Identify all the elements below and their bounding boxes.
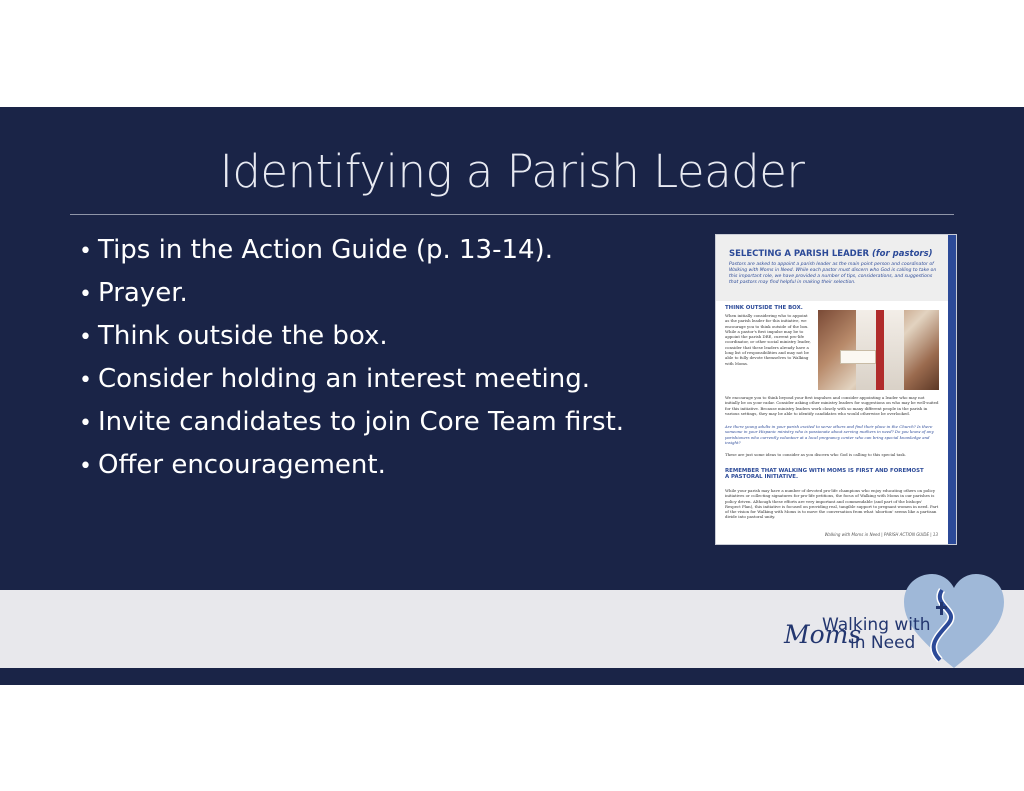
doc-section-heading: THINK OUTSIDE THE BOX. <box>725 305 803 311</box>
doc-title: SELECTING A PARISH LEADER (for pastors) <box>729 249 933 259</box>
photo-stole <box>876 310 884 390</box>
bullet-list <box>79 229 624 487</box>
action-guide-page-thumbnail <box>715 234 957 545</box>
doc-intro: Pastors are asked to appoint a parish leader as the main point person and coordinator of Walking with Moms in Need. While each pastor must discern who God is calling to take on this important role, we have provided a number of tips, considerations, and suggestions that pastors may find helpful in making their selection. <box>729 262 937 285</box>
doc-footer: Walking with Moms in Need | PARISH ACTION GUIDE | 13 <box>824 532 938 537</box>
doc-paragraph: These are just some ideas to consider as you discern who God is calling to this special task. <box>725 452 906 457</box>
bullet-item: • Invite candidates to join Core Team first. <box>79 401 624 444</box>
bullet-icon: • <box>79 454 92 479</box>
doc-tab-label <box>949 253 955 267</box>
doc-paragraph: When initially considering who to appoint as the parish leader for this initiative, we encourage you to think outside of the box. While a pastor's first impulse may be to appoint the parish DRE, current pro-life coordinator, or other social ministry leader, consider that these leaders already have a long list of responsibilities and may not be able to fully devote themselves to Walking with Moms. <box>725 313 811 366</box>
bullet-item: • Think outside the box. <box>79 315 624 358</box>
doc-paragraph: While your parish may have a number of devoted pro-life champions who enjoy educating others on policy initiatives or collecting signatures for pro-life petitions, the focus of Walking with Moms in our parishes is policy driven. Although these efforts are very important and commendable (and part of the bishops' Respect Plan), this initiative is focused on providing real, tangible support to pregnant women in need. Part of the vision for Walking with Moms is to move the conversation from what 'abortion' seems like a partisan divide into pastoral unity. <box>725 488 939 520</box>
bullet-item: • Consider holding an interest meeting. <box>79 358 624 401</box>
priest-photo <box>818 310 939 390</box>
bullet-icon: • <box>79 239 92 264</box>
bullet-item: • Tips in the Action Guide (p. 13-14). <box>79 229 624 272</box>
bullet-icon: • <box>79 282 92 307</box>
title-divider <box>70 214 954 215</box>
bullet-item: • Offer encouragement. <box>79 444 624 487</box>
bullet-item: • Prayer. <box>79 272 624 315</box>
logo-line2: in Need <box>850 633 916 653</box>
photo-book <box>840 350 876 364</box>
logo-line1: Walking with <box>822 615 931 635</box>
bullet-icon: • <box>79 368 92 393</box>
doc-paragraph: Are there young adults in your parish excited to serve others and find their place in the Church? Is there someone in your Hispanic ministry who is passionate about serving mothers in need? Do you know of any parishioners who currently volunteer at a local pregnancy center who can bring special knowledge and insight? <box>725 424 934 445</box>
doc-section-heading: REMEMBER THAT WALKING WITH MOMS IS FIRST AND FOREMOST A PASTORAL INITIATIVE. <box>725 468 924 480</box>
logo-moms: Moms <box>784 620 862 649</box>
doc-side-stripe <box>948 235 956 544</box>
bullet-icon: • <box>79 411 92 436</box>
bullet-icon: • <box>79 325 92 350</box>
doc-paragraph: We encourage you to think beyond your first impulses and consider appointing a leader who may not initially be on your radar. Consider asking other ministry leaders for suggestions on who may be well-suited for this initiative. Because ministry leaders work closely with so many different people in the parish in various settings, they may be able to identify candidates who would otherwise be overlooked. <box>725 395 939 416</box>
slide-title: Identifying a Parish Leader <box>219 145 805 198</box>
